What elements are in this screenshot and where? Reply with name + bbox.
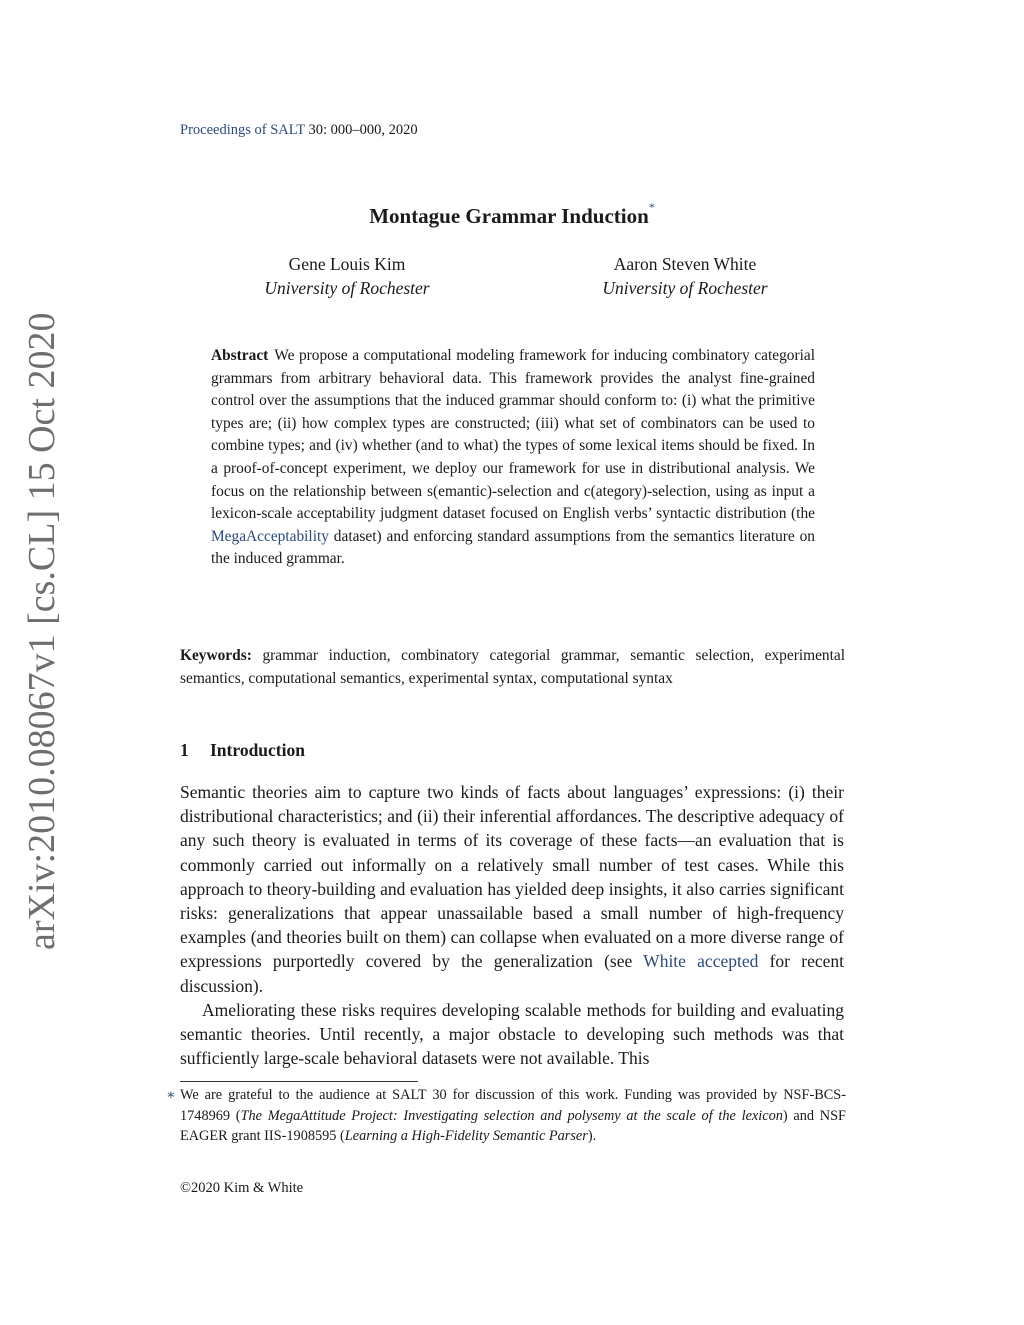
title-footnote-marker[interactable]: * [648,200,655,214]
author-name: Gene Louis Kim [288,254,406,274]
keywords [180,645,845,690]
footnote [180,1085,846,1147]
paper-title [0,200,1024,229]
footnote-text: ). [587,1128,597,1144]
abstract [211,345,815,571]
abstract-text-end: dataset) and enforcing standard assumptions from the semantics literature on the induced grammar. [211,527,815,568]
journal-volume: 30: 000–000, 2020 [304,122,418,138]
paragraph-text: Semantic theories aim to capture two kinds of facts about languages’ expressions: (i) their distributional characteristics; and (ii) their inferential affordances. The descriptive adequacy of any such theory is evaluated in terms of its coverage of these facts—an evaluation that is commonly carried out informally on a relatively small number of test cases. While this approach to theory-building and evaluation has yielded deep insights, it also carries significant risks: generalizations that appear unassailable based a small number of high-frequency examples (and theories built on them) can collapse when evaluated on a more diverse range of expressions purportedly covered by the generalization (see [180,782,844,972]
title-text: Montague Grammar Induction [369,204,649,228]
author-name: Aaron Steven White [613,254,757,274]
paragraph-text-end: for recent discussion). [180,951,844,996]
keywords-label: Keywords: [180,647,252,664]
grant-title: Learning a High-Fidelity Semantic Parser [344,1128,588,1144]
keywords-text: grammar induction, combinatory categorial grammar, semantic selection, experimental semantics, computational semantics, experimental syntax, computational syntax [180,647,845,687]
author-affiliation: University of Rochester [264,278,430,298]
section-heading [180,740,305,761]
running-header [180,122,418,139]
paragraph: Ameliorating these risks requires developing scalable methods for building and evaluating semantic theories. Until recently, a major obstacle to developing such methods was that sufficiently large-scale behavioral datasets were not available. This [180,999,844,1069]
body-text [180,780,844,1070]
section-number: 1 [180,740,189,760]
abstract-text: We propose a computational modeling framework for inducing combinatory categorial grammars from arbitrary behavioral data. This framework provides the analyst fine-grained control over the assumptions that the induced grammar should conform to: (i) what the primitive types are; (ii) how complex types are constructed; (iii) what set of combinators can be used to combine types; and (iv) whether (and to what) the types of some lexical items should be fixed. In a proof-of-concept experiment, we deploy our framework for use in distributional analysis. We focus on the relationship between s(emantic)-selection and c(ategory)-selection, using as input a lexicon-scale acceptability judgment dataset focused on English verbs’ syntactic distribution (the [211,347,815,523]
author-block [565,252,805,300]
author-affiliation: University of Rochester [602,278,768,298]
journal-link[interactable]: Proceedings of SALT [180,122,305,138]
citation-link[interactable]: White accepted [643,951,759,972]
megaacceptability-link[interactable]: MegaAcceptability [211,527,329,545]
footnote-marker: ∗ [166,1088,176,1103]
footnote-text: ) and NSF EAGER grant IIS-1908595 ( [180,1107,846,1144]
author-block [227,252,467,300]
arxiv-stamp: arXiv:2010.08067v1 [cs.CL] 15 Oct 2020 [21,312,63,950]
section-title: Introduction [210,740,305,760]
footnote-divider [180,1081,418,1082]
grant-title: The MegaAttitude Project: Investigating selection and polysemy at the scale of the lexicon [240,1107,783,1124]
paragraph [180,780,844,998]
copyright: ©2020 Kim & White [180,1180,304,1196]
abstract-label: Abstract [211,347,269,364]
footnote-text: We are grateful to the audience at SALT 30 for discussion of this work. Funding was provided by NSF-BCS-1748969 ( [180,1087,846,1124]
